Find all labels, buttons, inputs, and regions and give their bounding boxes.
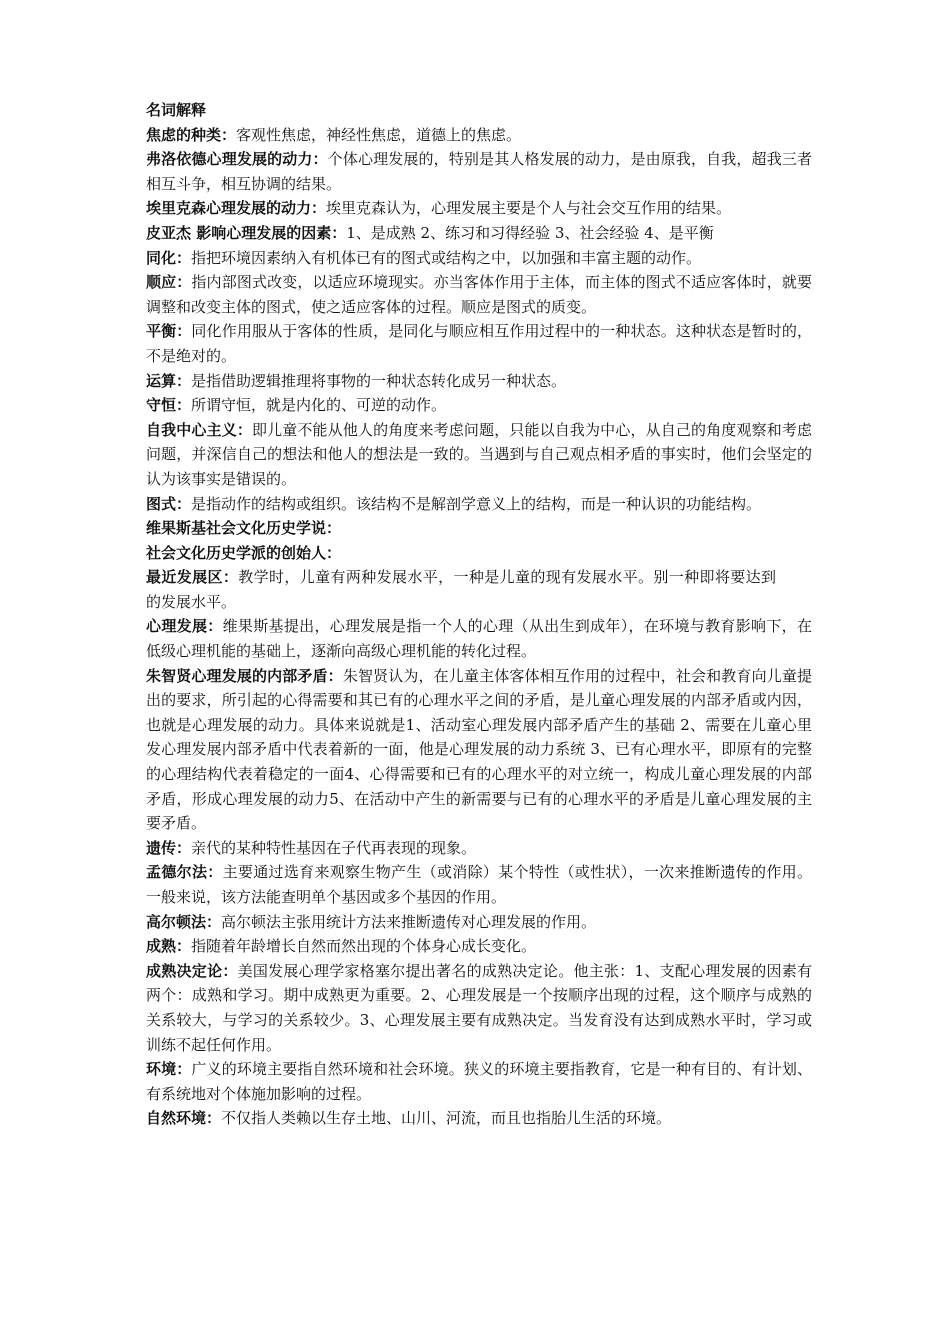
entry-anxiety-types: 焦虑的种类：客观性焦虑，神经性焦虑，道德上的焦虑。 <box>146 125 522 144</box>
entry-zpd: 最近发展区：教学时，儿童有两种发展水平，一种是儿童的现有发展水平。别一种即将要达到的发展水平。 <box>146 568 776 611</box>
entry-vygotsky-theory: 维果斯基社会文化历史学说： <box>146 519 342 538</box>
document-page <box>146 98 812 1131</box>
entry-assimilation: 同化：指把环境因素纳入有机体已有的图式或结构之中，以加强和丰富主题的动作。 <box>146 248 702 267</box>
page-title: 名词解释 <box>146 101 207 119</box>
entry-equilibrium: 平衡：同化作用服从于客体的性质，是同化与顺应相互作用过程中的一种状态。这种状态是暂时的，不是绝对的。 <box>146 322 812 365</box>
entry-maturation-theory: 成熟决定论：美国发展心理学家格塞尔提出著名的成熟决定论。他主张：1、支配心理发展的因素有两个：成熟和学习。期中成熟更为重要。2、心理发展是一个按顺序出现的过程，这个顺序与成熟的关系较大，与学习的关系较少。3、心理发展主要有成熟决定。当发育没有达到成熟水平时，学习或训练不起任何作用。 <box>146 961 812 1054</box>
entry-piaget-factors: 皮亚杰 影响心理发展的因素：1、是成熟 2、练习和习得经验 3、社会经验 4、是平衡 <box>146 223 714 242</box>
entry-freud: 弗洛依德心理发展的动力：个体心理发展的，特别是其人格发展的动力，是由原我，自我，超我三者相互斗争，相互协调的结果。 <box>146 150 812 193</box>
entry-egocentrism: 自我中心主义：即儿童不能从他人的角度来考虑问题，只能以自我为中心，从自己的角度观察和考虑问题，并深信自己的想法和他人的想法是一致的。当遇到与自己观点相矛盾的事实时，他们会坚定的认为该事实是错误的。 <box>146 420 812 488</box>
entry-founder: 社会文化历史学派的创始人： <box>146 543 342 562</box>
entry-mendel: 孟德尔法：主要通过选育来观察生物产生（或消除）某个特性（或性状），一次来推断遗传的作用。一般来说，该方法能查明单个基因或多个基因的作用。 <box>146 863 812 906</box>
entry-zhu-zhixian: 朱智贤心理发展的内部矛盾：朱智贤认为，在儿童主体客体相互作用的过程中，社会和教育向儿童提出的要求，所引起的心得需要和其已有的心理水平之间的矛盾，是儿童心理发展的内部矛盾或内因，也就是心理发展的动力。具体来说就是1、活动室心理发展内部矛盾产生的基础 2、需要在儿童心里发心理发展内部矛盾中代表着新的一面，他是心理发展的动力系统 3、已有心理水平，即原有的完整的心理结构代表着稳定的一面4、心得需要和已有的心理水平的对立统一，构成儿童心理发展的内部矛盾，形成心理发展的动力5、在活动中产生的新需要与已有的心理水平的矛盾是儿童心理发展的主要矛盾。 <box>146 666 812 833</box>
entry-operation: 运算：是指借助逻辑推理将事物的一种状态转化成另一种状态。 <box>146 371 567 390</box>
entry-natural-environment: 自然环境：不仅指人类赖以生存土地、山川、河流，而且也指胎儿生活的环境。 <box>146 1109 672 1128</box>
entry-erikson: 埃里克森心理发展的动力：埃里克森认为，心理发展主要是个人与社会交互作用的结果。 <box>146 199 732 218</box>
entry-schema: 图式：是指动作的结构或组织。该结构不是解剖学意义上的结构，而是一种认识的功能结构。 <box>146 494 762 513</box>
entry-mental-development: 心理发展：维果斯基提出，心理发展是指一个人的心理（从出生到成年），在环境与教育影响下，在低级心理机能的基础上，逐渐向高级心理机能的转化过程。 <box>146 617 812 661</box>
entry-heredity: 遗传：亲代的某种特性基因在子代再表现的现象。 <box>146 838 477 857</box>
entry-galton: 高尔顿法：高尔顿法主张用统计方法来推断遗传对心理发展的作用。 <box>146 912 597 931</box>
entry-accommodation: 顺应：指内部图式改变，以适应环境现实。亦当客体作用于主体，而主体的图式不适应客体时，就要调整和改变主体的图式，使之适应客体的过程。顺应是图式的质变。 <box>146 273 812 316</box>
entry-conservation: 守恒：所谓守恒，就是内化的、可逆的动作。 <box>146 396 447 415</box>
entry-maturation: 成熟：指随着年龄增长自然而然出现的个体身心成长变化。 <box>146 937 537 956</box>
entry-environment: 环境：广义的环境主要指自然环境和社会环境。狭义的环境主要指教育，它是一种有目的、有计划、有系统地对个体施加影响的过程。 <box>146 1060 812 1103</box>
